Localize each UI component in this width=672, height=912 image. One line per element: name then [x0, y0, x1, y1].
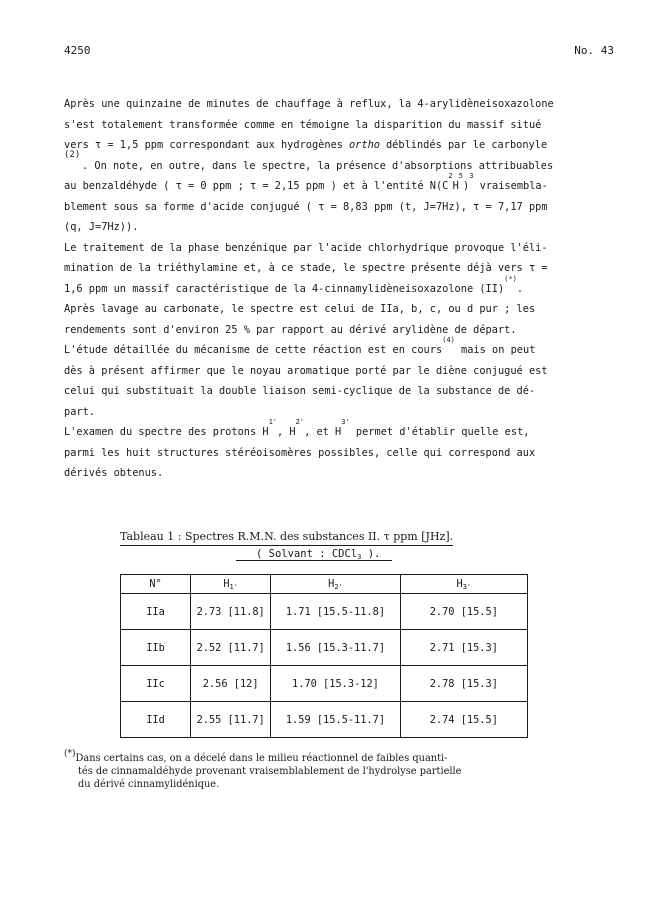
table-row [121, 702, 528, 738]
text-line-6 [64, 197, 604, 218]
subscript: 2' [295, 418, 305, 426]
text-span: , H [277, 426, 296, 438]
footnote-line-1 [64, 749, 604, 765]
text-line-18 [64, 443, 604, 464]
cell-no: IIb [121, 630, 191, 666]
cell-h1: 2.73 [11.8] [191, 594, 271, 630]
reference-marker-2: (2) [64, 149, 81, 160]
text-span: vers τ = 1,5 ppm correspondant aux hydrogènes [64, 139, 343, 151]
text-span: H [452, 180, 459, 192]
header-h2-label: H [328, 578, 335, 590]
table-solvent-note [236, 548, 392, 561]
italic-ortho: ortho [348, 139, 380, 151]
text-span: . [516, 282, 524, 295]
text-span: dérivés obtenus. [64, 467, 164, 479]
text-span: celui qui substituait la double liaison semi-cyclique de la substance de dé- [64, 385, 536, 397]
cell-h1: 2.56 [12] [191, 666, 271, 702]
text-span: permet d'établir quelle est, [349, 426, 530, 438]
cell-h2: 1.56 [15.3-11.7] [271, 630, 400, 666]
subscript: 3 [357, 553, 362, 561]
subscript: 1' [229, 583, 238, 591]
text-span: s'est totalement transformée comme en témoigne la disparition du massif situé [64, 118, 542, 131]
cell-h3: 2.71 [15.3] [400, 630, 527, 666]
cell-h3: 2.78 [15.3] [400, 666, 527, 702]
text-span: L'examen du spectre des protons H [64, 426, 269, 438]
cell-h1: 2.55 [11.7] [191, 702, 271, 738]
reference-marker-4: (4) [442, 336, 455, 344]
text-span: au benzaldéhyde ( τ = 0 ppm ; τ = 2,15 ppm ) et à l'entité N(C [64, 180, 449, 192]
cell-h2: 1.70 [15.3-12] [271, 666, 400, 702]
table-header-row [121, 575, 528, 594]
subscript: 2 [448, 172, 453, 180]
cell-h2: 1.59 [15.5-11.7] [271, 702, 400, 738]
cell-h2: 1.71 [15.5-11.8] [271, 594, 400, 630]
text-span: déblindés par le carbonyle [385, 139, 548, 151]
table-row [121, 594, 528, 630]
text-span: vraisembla- [473, 180, 548, 192]
text-line-17 [64, 418, 604, 443]
main-text [64, 94, 604, 484]
text-line-1 [64, 94, 604, 115]
text-line-7 [64, 217, 604, 238]
header-h1 [191, 575, 271, 594]
text-line-8 [64, 238, 604, 259]
text-line-15 [64, 381, 604, 402]
text-span: Après une quinzaine de minutes de chauffage à reflux, la 4-arylidèneisoxazolone [64, 98, 554, 110]
subscript: 1' [268, 418, 278, 426]
text-line-9 [64, 258, 604, 279]
header-no: N° [121, 575, 191, 594]
table-title: Tableau 1 : Spectres R.M.N. des substances II. τ ppm [JHz]. [120, 530, 453, 546]
text-span: ) [463, 180, 470, 192]
subscript: 2' [334, 583, 343, 591]
page-number: 4250 [64, 44, 91, 57]
header-h2 [271, 575, 400, 594]
text-span: L'étude détaillée du mécanisme de cette réaction est en cours [64, 344, 443, 356]
cell-h3: 2.70 [15.5] [400, 594, 527, 630]
table-caption [120, 530, 453, 546]
table-row [121, 630, 528, 666]
text-line-14 [64, 361, 604, 382]
text-line-11 [64, 299, 604, 320]
text-span: dès à présent affirmer que le noyau aromatique porté par le diène conjugué est [64, 364, 548, 377]
cell-no: IId [121, 702, 191, 738]
solvent-text: ( Solvant : CDCl [256, 548, 358, 560]
cell-no: IIc [121, 666, 191, 702]
nmr-table [120, 574, 528, 738]
text-span: mais on peut [454, 344, 536, 356]
text-line-19 [64, 463, 604, 484]
text-span: mination de la triéthylamine et, à ce stade, le spectre présente déjà vers τ = [64, 262, 548, 274]
text-line-10 [64, 274, 604, 300]
text-line-16 [64, 402, 604, 423]
subscript: 5 [458, 172, 463, 180]
text-line-3 [64, 135, 604, 156]
footnote-line-3: du dérivé cinnamylidénique. [78, 779, 220, 790]
footnote-text: Dans certains cas, on a décelé dans le milieu réactionnel de faibles quanti- [75, 753, 448, 764]
subscript: 3' [462, 583, 472, 591]
text-line-12 [64, 320, 604, 341]
text-span: blement sous sa forme d'acide conjugué ( τ = 8,83 ppm (t, J=7Hz), τ = 7,17 ppm [64, 200, 548, 213]
footnote [64, 749, 604, 791]
text-span: Après lavage au carbonate, le spectre est celui de IIa, b, c, ou d pur ; les [64, 303, 536, 315]
text-span: 1,6 ppm un massif caractéristique de la 4-cinnamylidèneisoxazolone (II) [64, 282, 505, 295]
header-h3 [400, 575, 527, 594]
text-span: parmi les huit structures stéréoisomères possibles, celle qui correspond aux [64, 446, 536, 459]
text-span: . On note, en outre, dans le spectre, la présence d'absorptions attribuables [82, 159, 554, 172]
text-span: rendements sont d'environ 25 % par rapport au dérivé arylidène de départ. [64, 323, 517, 336]
text-span: part. [64, 405, 95, 418]
text-span: Le traitement de la phase benzénique par l'acide chlorhydrique provoque l'éli- [64, 241, 548, 254]
text-line-2 [64, 115, 604, 136]
cell-no: IIa [121, 594, 191, 630]
subscript: 3' [341, 418, 350, 426]
text-span: , et H [304, 426, 342, 438]
text-line-4 [64, 149, 604, 177]
solvent-text: ). [361, 548, 381, 560]
footnote-line-2: tés de cinnamaldéhyde provenant vraisemblablement de l'hydrolyse partielle [78, 766, 462, 777]
footnote-mark: (*) [64, 749, 76, 759]
cell-h1: 2.52 [11.7] [191, 630, 271, 666]
table-row [121, 666, 528, 702]
text-line-5 [64, 172, 604, 197]
cell-h3: 2.74 [15.5] [400, 702, 527, 738]
header-h3-label: H [456, 578, 463, 590]
journal-issue-number: No. 43 [574, 44, 614, 57]
subscript: 3 [469, 172, 474, 180]
footnote-marker: (*) [504, 274, 517, 283]
text-line-13 [64, 336, 604, 361]
header-h1-label: H [223, 578, 230, 590]
text-span: (q, J=7Hz)). [64, 221, 139, 233]
